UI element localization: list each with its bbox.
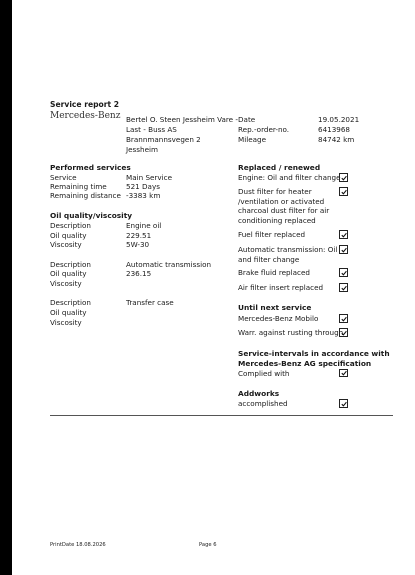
mileage-value: 84742 km <box>318 135 355 144</box>
checkbox-checked-icon <box>339 283 348 292</box>
page-number: Page 6 <box>199 542 217 548</box>
checkbox-checked-icon <box>339 187 348 196</box>
service-value: Main Service <box>126 173 173 182</box>
checkbox-checked-icon <box>339 268 348 277</box>
oil-quality-label: Oil quality <box>50 308 87 317</box>
service-label: Service <box>50 173 77 182</box>
replaced-item-label: Fuel filter replaced <box>238 230 306 239</box>
oil-description-label: Description <box>50 298 91 307</box>
oil-viscosity-value: 5W-30 <box>126 240 150 249</box>
date-label: Date <box>238 115 256 124</box>
next-service-heading: Until next service <box>238 303 312 312</box>
oil-quality-label: Oil quality <box>50 269 87 278</box>
date-value: 19.05.2021 <box>318 115 360 124</box>
checkbox-checked-icon <box>339 399 348 408</box>
service-report-page <box>12 0 415 575</box>
checkbox-checked-icon <box>339 369 348 378</box>
brand-logo: Mercedes-Benz <box>50 111 121 121</box>
remaining-time-value: 521 Days <box>126 182 160 191</box>
remaining-distance-value: -3383 km <box>126 191 161 200</box>
remaining-distance-label: Remaining distance <box>50 191 121 200</box>
replaced-item-label: charcoal dust filter for air <box>238 206 330 215</box>
dealer-line-1: Bertel O. Steen Jessheim Vare - <box>126 115 238 124</box>
mileage-label: Mileage <box>238 135 267 144</box>
replaced-item-label: and filter change <box>238 254 300 264</box>
replaced-item-label: Dust filter for heater <box>238 187 312 196</box>
intervals-item-label: Complied with <box>238 368 290 378</box>
performed-heading: Performed services <box>50 163 131 172</box>
order-value: 6413968 <box>318 125 351 134</box>
replaced-item-label: Automatic transmission: Oil <box>238 245 338 254</box>
addworks-heading: Addworks <box>238 389 280 398</box>
checkbox-checked-icon <box>339 230 348 239</box>
dealer-line-3: Brannmannsvegen 2 <box>126 135 201 144</box>
oil-heading: Oil quality/viscosity <box>50 211 133 220</box>
checkbox-checked-icon <box>339 245 348 254</box>
replaced-item-label: Brake fluid replaced <box>238 268 310 277</box>
oil-viscosity-label: Viscosity <box>50 279 82 288</box>
oil-quality-value: 229.51 <box>126 231 152 240</box>
checkbox-checked-icon <box>339 173 348 182</box>
dealer-line-4: Jessheim <box>126 145 159 154</box>
intervals-heading-line-1: Service-intervals in accordance with <box>238 349 390 358</box>
section-divider <box>50 415 393 416</box>
replaced-item-label: conditioning replaced <box>238 215 316 225</box>
report-title: Service report 2 <box>50 100 120 109</box>
next-service-item-label: Warr. against rusting through <box>238 328 344 337</box>
replaced-item-label: Engine: Oil and filter change <box>238 173 341 182</box>
oil-viscosity-label: Viscosity <box>50 240 82 249</box>
remaining-time-label: Remaining time <box>50 182 107 191</box>
addworks-item-label: accomplished <box>238 399 288 408</box>
oil-description-label: Description <box>50 260 91 269</box>
order-label: Rep.-order-no. <box>238 125 290 134</box>
replaced-item-label: /ventilation or activated <box>238 196 325 206</box>
replaced-item-label: Air filter insert replaced <box>238 283 324 292</box>
oil-quality-label: Oil quality <box>50 231 87 240</box>
checkbox-checked-icon <box>339 328 348 337</box>
oil-quality-value: 236.15 <box>126 269 152 278</box>
dealer-line-2: Last - Buss AS <box>126 125 177 134</box>
print-date: PrintDate 18.08.2026 <box>50 542 106 548</box>
oil-description-value: Transfer case <box>126 298 174 307</box>
next-service-item-label: Mercedes-Benz Mobilo <box>238 314 319 323</box>
checkbox-checked-icon <box>339 314 348 323</box>
oil-viscosity-label: Viscosity <box>50 318 82 327</box>
intervals-heading-line-2: Mercedes-Benz AG specification <box>238 358 372 368</box>
replaced-heading: Replaced / renewed <box>238 163 321 172</box>
page-left-border <box>0 0 12 575</box>
oil-description-value: Engine oil <box>126 221 162 230</box>
oil-description-value: Automatic transmission <box>126 260 212 269</box>
oil-description-label: Description <box>50 221 91 230</box>
